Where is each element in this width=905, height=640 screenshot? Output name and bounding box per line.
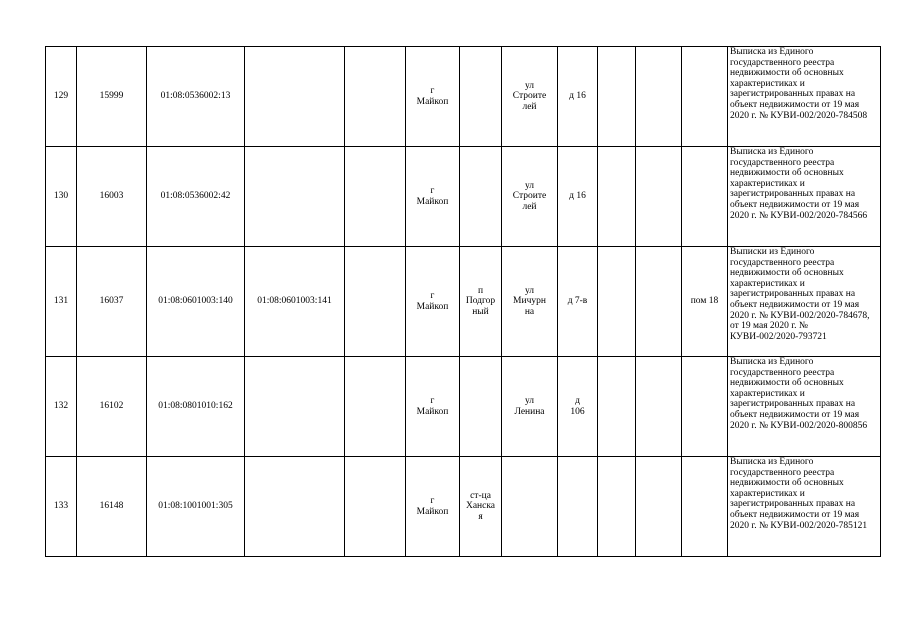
empty-cell [636, 457, 682, 557]
registry-table [45, 46, 881, 557]
empty-cell [598, 357, 636, 457]
cadastral-number-secondary: 01:08:0601003:141 [245, 247, 345, 357]
empty-cell [345, 47, 406, 147]
row-number: 131 [46, 247, 77, 357]
room-cell [682, 357, 728, 457]
room-cell [682, 457, 728, 557]
empty-cell [636, 247, 682, 357]
empty-cell [598, 247, 636, 357]
settlement-cell: ст-ца Ханска я [460, 457, 502, 557]
row-number: 133 [46, 457, 77, 557]
cadastral-number: 01:08:0536002:42 [147, 147, 245, 247]
row-number: 130 [46, 147, 77, 247]
row-number: 129 [46, 47, 77, 147]
room-cell: пом 18 [682, 247, 728, 357]
empty-cell [598, 457, 636, 557]
table-body [46, 47, 881, 557]
street-cell: ул Мичурн на [502, 247, 558, 357]
empty-cell [345, 147, 406, 247]
registry-id: 15999 [77, 47, 147, 147]
empty-cell [636, 147, 682, 247]
room-cell [682, 147, 728, 247]
street-cell: ул Ленина [502, 357, 558, 457]
table-row [46, 247, 881, 357]
document-note: Выписка из Единого государственного реестра недвижимости об основных характеристиках и зарегистрированных правах на объект недвижимости от 19 мая 2020 г. № КУВИ-002/2020-785121 [728, 457, 881, 557]
empty-cell [636, 357, 682, 457]
street-cell: ул Строите лей [502, 147, 558, 247]
city-cell: г Майкоп [406, 457, 460, 557]
cadastral-number-secondary [245, 47, 345, 147]
registry-id: 16037 [77, 247, 147, 357]
house-cell: д 16 [558, 147, 598, 247]
empty-cell [598, 147, 636, 247]
settlement-cell: п Подгор ный [460, 247, 502, 357]
document-note: Выписка из Единого государственного реестра недвижимости об основных характеристиках и зарегистрированных правах на объект недвижимости от 19 мая 2020 г. № КУВИ-002/2020-800856 [728, 357, 881, 457]
street-cell [502, 457, 558, 557]
cadastral-number-secondary [245, 357, 345, 457]
room-cell [682, 47, 728, 147]
cadastral-number: 01:08:0601003:140 [147, 247, 245, 357]
empty-cell [345, 457, 406, 557]
cadastral-number-secondary [245, 147, 345, 247]
empty-cell [345, 357, 406, 457]
house-cell: д 16 [558, 47, 598, 147]
house-cell: д 7-в [558, 247, 598, 357]
street-cell: ул Строите лей [502, 47, 558, 147]
registry-id: 16102 [77, 357, 147, 457]
city-cell: г Майкоп [406, 47, 460, 147]
empty-cell [598, 47, 636, 147]
cadastral-number: 01:08:0801010:162 [147, 357, 245, 457]
empty-cell [345, 247, 406, 357]
house-cell: д 106 [558, 357, 598, 457]
house-cell [558, 457, 598, 557]
row-number: 132 [46, 357, 77, 457]
cadastral-number: 01:08:0536002:13 [147, 47, 245, 147]
document-note: Выписка из Единого государственного реестра недвижимости об основных характеристиках и зарегистрированных правах на объект недвижимости от 19 мая 2020 г. № КУВИ-002/2020-784566 [728, 147, 881, 247]
settlement-cell [460, 47, 502, 147]
city-cell: г Майкоп [406, 147, 460, 247]
settlement-cell [460, 357, 502, 457]
table-row [46, 357, 881, 457]
table-row [46, 457, 881, 557]
document-note: Выписка из Единого государственного реестра недвижимости об основных характеристиках и зарегистрированных правах на объект недвижимости от 19 мая 2020 г. № КУВИ-002/2020-784508 [728, 47, 881, 147]
empty-cell [636, 47, 682, 147]
city-cell: г Майкоп [406, 357, 460, 457]
cadastral-number-secondary [245, 457, 345, 557]
cadastral-number: 01:08:1001001:305 [147, 457, 245, 557]
settlement-cell [460, 147, 502, 247]
registry-id: 16148 [77, 457, 147, 557]
table-row [46, 147, 881, 247]
document-note: Выписки из Единого государственного реестра недвижимости об основных характеристиках и зарегистрированных правах на объект недвижимости от 19 мая 2020 г. № КУВИ-002/2020-784678, от 19 мая 2020 г. № КУВИ-002/2020-793721 [728, 247, 881, 357]
registry-id: 16003 [77, 147, 147, 247]
table-row [46, 47, 881, 147]
city-cell: г Майкоп [406, 247, 460, 357]
